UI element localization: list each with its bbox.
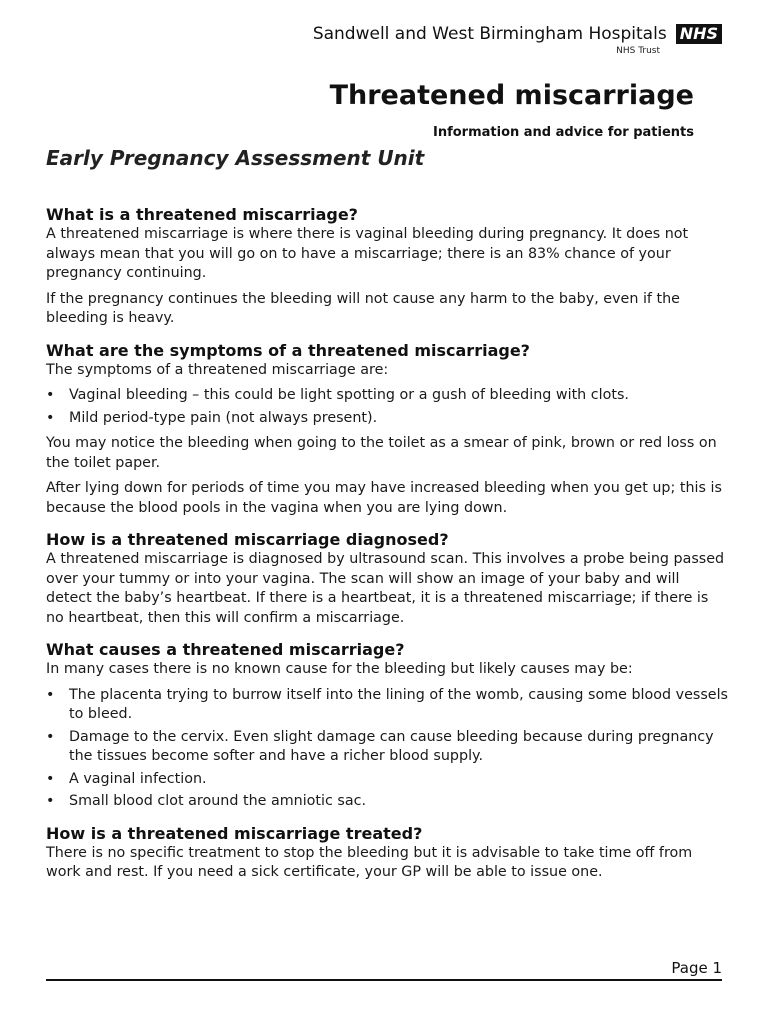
page-number: Page 1 <box>671 959 722 977</box>
section-heading: How is a threatened miscarriage diagnosed? <box>46 530 449 549</box>
section-diagnosed <box>46 530 728 628</box>
section-symptoms <box>46 341 728 519</box>
list-item: • The placenta trying to burrow itself into the lining of the womb, causing some blood vessels to bleed. <box>46 686 728 725</box>
footer-divider <box>46 979 722 981</box>
section-heading: How is a threatened miscarriage treated? <box>46 823 423 843</box>
section-causes <box>46 640 728 812</box>
list-item: • Mild period-type pain (not always present). <box>46 409 728 429</box>
document-title: Threatened miscarriage <box>329 80 694 111</box>
org-row <box>313 24 722 44</box>
paragraph: There is no specific treatment to stop the bleeding but it is advisable to take time off from work and rest. If you need a sick certificate, your GP will be able to issue one. <box>46 844 693 880</box>
nhs-logo: NHS <box>676 24 722 44</box>
bullet-list <box>46 686 728 812</box>
list-item: • A vaginal infection. <box>46 770 728 790</box>
unit-name: Early Pregnancy Assessment Unit <box>46 146 425 170</box>
paragraph: A threatened miscarriage is where there is vaginal bleeding during pregnancy. It does not always mean that you will go on to have a miscarriage; there is an 83% chance of your pregnancy continuing. <box>46 226 689 281</box>
paragraph: In many cases there is no known cause for the bleeding but likely causes may be: <box>46 661 633 677</box>
paragraph: You may notice the bleeding when going to the toilet as a smear of pink, brown or red loss on the toilet paper. <box>46 435 717 471</box>
section-heading: What are the symptoms of a threatened miscarriage? <box>46 340 530 360</box>
paragraph: A threatened miscarriage is diagnosed by ultrasound scan. This involves a probe being passed over your tummy or into your vagina. The scan will show an image of your baby and will detect the baby’s heartbeat. If there is a heartbeat, it is a threatened miscarriage; if there is no heartbeat, then this will confirm a miscarriage. <box>46 551 725 626</box>
document-subtitle: Information and advice for patients <box>432 125 694 140</box>
list-item: • Vaginal bleeding – this could be light spotting or a gush of bleeding with clots. <box>46 386 728 406</box>
trust-label: NHS Trust <box>616 46 660 56</box>
content <box>46 205 728 895</box>
list-item: • Damage to the cervix. Even slight damage can cause bleeding because during pregnancy the tissues become softer and have a richer blood supply. <box>46 728 728 767</box>
list-item: • Small blood clot around the amniotic sac. <box>46 792 728 812</box>
section-heading: What is a threatened miscarriage? <box>46 205 358 224</box>
paragraph: The symptoms of a threatened miscarriage are: <box>46 361 389 378</box>
paragraph: If the pregnancy continues the bleeding will not cause any harm to the baby, even if the bleeding is heavy. <box>46 290 680 326</box>
bullet-list <box>46 386 728 428</box>
section-treated <box>46 824 728 883</box>
org-name: Sandwell and West Birmingham Hospitals <box>312 24 667 44</box>
section-heading: What causes a threatened miscarriage? <box>46 640 405 659</box>
paragraph: After lying down for periods of time you may have increased bleeding when you get up; this is because the blood pools in the vagina when you are lying down. <box>46 480 722 516</box>
header <box>313 24 722 56</box>
section-what-is <box>46 205 728 329</box>
